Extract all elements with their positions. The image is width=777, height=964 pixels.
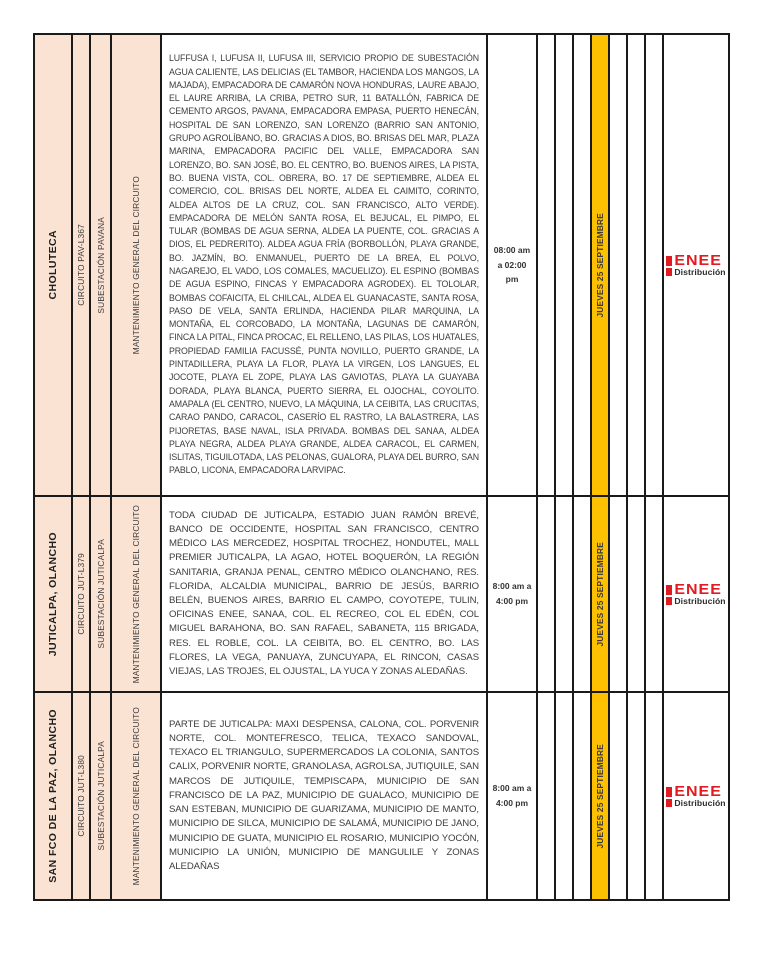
circuit-label: CIRCUITO PAV-L367 bbox=[76, 224, 86, 306]
day-cell bbox=[646, 497, 662, 691]
enee-logo-subtitle: Distribución bbox=[674, 595, 726, 606]
day-cell bbox=[556, 693, 572, 899]
affected-areas-text: PARTE DE JUTICALPA: MAXI DESPENSA, CALONA, COL. PORVENIR NORTE, COL. MONTEFRESCO, TELICA, TEXACO SANDOVAL, TEXACO EL TRIANGULO, SUPERMERCADOS LA COLONIA, SANTOS CALIX, PORVENIR NORTE, GRANOLASA, AGROLSA, JUTIQUILE, SAN MARCOS DE JUTIQUILE, TEMPISCAPA, MUNICIPIO DE SAN FRANCISCO DE LA PAZ, MUNICIPIO DE GUALACO, MUNICIPIO DE SAN ESTEBAN, MUNICIPIO DE GUARIZAMA, MUNICIPIO DE MANTO, MUNICIPIO DE SILCA, MUNICIPIO DE SALAMÁ, MUNICIPIO DE JANO, MUNICIPIO DE GUATA, MUNICIPIO EL ROSARIO, MUNICIPIO YOCÓN, MUNICIPIO LA UNIÓN, MUNICIPIO DE MANGULILE Y ZONAS ALEDAÑAS bbox=[169, 718, 479, 872]
logo-cell bbox=[664, 693, 728, 899]
region-label: SAN FCO DE LA PAZ, OLANCHO bbox=[47, 709, 59, 883]
schedule-text: 8:00 am a 4:00 pm bbox=[492, 581, 532, 606]
substation-label: SUBESTACIÓN JUTICALPA bbox=[95, 741, 106, 851]
work-type-label: MANTENIMIENTO GENERAL DEL CIRCUITO bbox=[131, 706, 141, 886]
region-cell bbox=[35, 693, 71, 899]
day-cell bbox=[538, 35, 554, 495]
substation-label: SUBESTACIÓN JUTICALPA bbox=[95, 539, 106, 649]
schedule-cell bbox=[488, 497, 536, 691]
day-cell bbox=[628, 497, 644, 691]
enee-logo bbox=[666, 580, 726, 606]
region-cell bbox=[35, 497, 71, 691]
outage-date-cell bbox=[592, 693, 608, 899]
day-cell bbox=[628, 35, 644, 495]
enee-logo-name: ENEE bbox=[674, 251, 722, 269]
circuit-cell bbox=[73, 35, 89, 495]
outage-date-cell bbox=[592, 35, 608, 495]
work-type-label: MANTENIMIENTO GENERAL DEL CIRCUITO bbox=[131, 175, 141, 355]
work-type-cell bbox=[112, 497, 160, 691]
work-type-label: MANTENIMIENTO GENERAL DEL CIRCUITO bbox=[131, 504, 141, 684]
enee-logo-subtitle: Distribución bbox=[674, 266, 726, 277]
enee-logo-mark-icon bbox=[666, 583, 672, 605]
day-cell bbox=[556, 497, 572, 691]
circuit-cell bbox=[73, 497, 89, 691]
logo-cell bbox=[664, 35, 728, 495]
enee-logo-subtitle: Distribución bbox=[674, 797, 726, 808]
substation-cell bbox=[91, 35, 110, 495]
day-cell bbox=[574, 35, 590, 495]
enee-logo-mark-icon bbox=[666, 254, 672, 276]
schedule-text: 8:00 am a 4:00 pm bbox=[492, 783, 532, 808]
affected-areas-text: TODA CIUDAD DE JUTICALPA, ESTADIO JUAN RAMÓN BREVÉ, BANCO DE OCCIDENTE, HOSPITAL SAN FRANCISCO, CENTRO MÉDICO LAS MERCEDEZ, HOSPITAL TROCHEZ, HONDUTEL, MALL PREMIER JUTICALPA, LA AGAO, HOTEL BOQUERÓN, LA REGIÓN SANITARIA, GRANJA PENAL, CENTRO MÉDICO OLANCHANO, RES. FLORIDA, ALCALDIA MUNICIPAL, BARRIO DE JESÚS, BARRIO BELÉN, BUENOS AIRES, BARRIO EL CAMPO, COYOTEPE, TULIN, OFICINAS ENEE, SANAA, COL. EL RECREO, COL EL EDÉN, COL MIGUEL BARAHONA, BO. SAN RAFAEL, SABANETA, 115 BRIGADA, RES. EL ROBLE, COL. LA CEIBITA, BO. EL CENTRO, BO. LAS FLORES, LA VEGA, PANUAYA, ZUNCUYAPA, EL RINCON, CASAS VIEJAS, LAS TROJES, EL OJUSTAL, LA YUCA Y ZONAS ALEDAÑAS. bbox=[169, 509, 479, 678]
schedule-cell bbox=[488, 693, 536, 899]
substation-cell bbox=[91, 497, 110, 691]
work-type-cell bbox=[112, 693, 160, 899]
substation-label: SUBESTACIÓN PAVANA bbox=[95, 216, 106, 314]
outage-date-cell bbox=[592, 497, 608, 691]
schedule-cell bbox=[488, 35, 536, 495]
outage-date-label: JUEVES 25 SEPTIEMBRE bbox=[595, 212, 605, 318]
affected-areas-cell bbox=[162, 693, 486, 899]
region-cell bbox=[35, 35, 71, 495]
day-cell bbox=[610, 35, 626, 495]
enee-logo-name: ENEE bbox=[674, 782, 722, 800]
enee-logo bbox=[666, 251, 726, 277]
outage-date-label: JUEVES 25 SEPTIEMBRE bbox=[595, 541, 605, 647]
schedule-text: 08:00 am a 02:00 pm bbox=[493, 244, 531, 285]
day-cell bbox=[646, 35, 662, 495]
day-cell bbox=[610, 693, 626, 899]
work-type-cell bbox=[112, 35, 160, 495]
outage-table bbox=[33, 33, 730, 901]
day-cell bbox=[538, 497, 554, 691]
enee-logo-mark-icon bbox=[666, 785, 672, 807]
circuit-cell bbox=[73, 693, 89, 899]
affected-areas-cell bbox=[162, 35, 486, 495]
day-cell bbox=[538, 693, 554, 899]
day-cell bbox=[574, 497, 590, 691]
day-cell bbox=[574, 693, 590, 899]
region-label: CHOLUTECA bbox=[47, 230, 59, 300]
enee-logo bbox=[666, 782, 726, 808]
logo-cell bbox=[664, 497, 728, 691]
day-cell bbox=[610, 497, 626, 691]
day-cell bbox=[628, 693, 644, 899]
region-label: JUTICALPA, OLANCHO bbox=[47, 531, 59, 657]
enee-logo-name: ENEE bbox=[674, 580, 722, 598]
substation-cell bbox=[91, 693, 110, 899]
affected-areas-cell bbox=[162, 497, 486, 691]
day-cell bbox=[646, 693, 662, 899]
affected-areas-text: LUFFUSA I, LUFUSA II, LUFUSA III, SERVICIO PROPIO DE SUBESTACIÓN AGUA CALIENTE, LAS DELICIAS (EL TAMBOR, HACIENDA LOS MANGOS, LA MAJADA), EMPACADORA DE CAMARÓN NOVA HONDURAS, LAURE ABAJO, EL LAURE ARRIBA, LA CRIBA, PETRO SUR, 11 BATALLÓN, FABRICA DE CEMENTO ARGOS, PAVANA, EMPACADORA EMPASA, PUERTO HENECÁN, HOSPITAL DE SAN LORENZO, SAN LORENZO (BARRIO SAN ANTONIO, GRUPO AGROLÍBANO, BO. GRACIAS A DIOS, BO. BRISAS DEL MAR, PLAZA MARINA, EMPACADORA PACIFIC DEL VALLE, EMPACADORA SAN LORENZO, BO. SAN JOSÉ, BO. EL CENTRO, BO. BUENOS AIRES, LA PISTA, BO. BUENA VISTA, COL. OBRERA, BO. 17 DE SEPTIEMBRE, ALDEA EL COMERCIO, COL. BRISAS DEL NORTE, ALDEA EL CAIMITO, CORINTO, ALDEA ALTOS DE LA CRUZ, COL. SAN FRANCISCO, ALTO VERDE). EMPACADORA DE MELÓN SANTA ROSA, EL BEJUCAL, EL PIMPO, EL TULAR (BOMBAS DE AGUA SERNA, ALDEA LA PUENTE, COL. GRACIAS A DIOS, EL PEDRERITO). ALDEA AGUA FRÍA (BORBOLLÓN, PLAYA GRANDE, BO. JAZMÍN, BO. ENMANUEL, PUERTO DE LA BREA, EL POLVO, NAGAREJO, EL VADO, LOS COMALES, MACUELIZO). EL ESPINO (BOMBAS DE AGUA ESPINO, FINCAS Y EMPACADORA AGRODEX). EL TOLOLAR, BOMBAS COFAICITA, EL CHILCAL, ALDEA EL GUANACASTE, SANTA ROSA, PASO DE VELA, SANTA ERLINDA, HACIENDA PILAR MARQUINA, LA MONTAÑA, EL CORCOBADO, LA MONTAÑA, LAGUNAS DE CAMARÓN, FINCA LA PITAL, FINCA PROCAC, EL RELLENO, LAS PILAS, LOS HUATALES, PROPIEDAD FAMILIA FACUSSÉ, PUNTA NOVILLO, PUERTO GRANDE, LA PINTADILLERA, PLAYA LA FLOR, PLAYA LA VIRGEN, LOS LANGUES, EL JOCOTE, PLAYA EL ZOPE, PLAYA LAS GAVIOTAS, PLAYA LA GUAYABA DORADA, PLAYA BLANCA, PUERTO SIERRA, EL OJOCHAL, COYOLITO. AMAPALA (EL CENTRO, NUEVO, LA MÁQUINA, LA CEIBITA, LAS CRUCITAS, CARAO PANDO, CARACOL, CASERÍO EL RASTRO, LA BALASTRERA, LAS PIJORETAS, BASE NAVAL, ISLA PRIVADA. BOMBAS DEL SANAA, ALDEA PLAYA NEGRA, ALDEA PLAYA GRANDE, ALDEA CARACOL, EL CARMEN, ISLITAS, TIGUILOTADA, LAS PELONAS, GUALORA, PLAYA DEL BURRO, SAN PABLO, LICONA, EMPACADORA LARVIPAC. bbox=[169, 53, 479, 476]
circuit-label: CIRCUITO JUT-L380 bbox=[76, 755, 86, 837]
outage-date-label: JUEVES 25 SEPTIEMBRE bbox=[595, 743, 605, 849]
day-cell bbox=[556, 35, 572, 495]
circuit-label: CIRCUITO JUT-L379 bbox=[76, 553, 86, 635]
